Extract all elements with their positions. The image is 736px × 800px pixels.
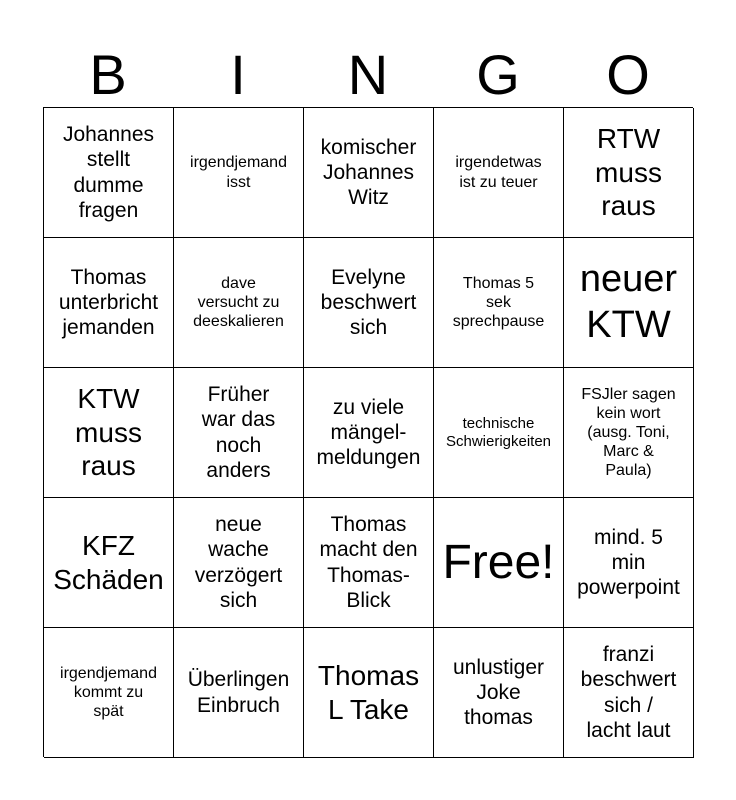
bingo-cell[interactable]: KTW muss raus (44, 368, 174, 498)
bingo-grid (43, 107, 693, 757)
bingo-cell[interactable]: irgendjemand kommt zu spät (44, 628, 174, 758)
header-letter-g: G (476, 43, 520, 106)
header-letter-o: O (606, 43, 650, 106)
bingo-cell[interactable]: Thomas 5 sek sprechpause (434, 238, 564, 368)
bingo-cell[interactable]: technische Schwierigkeiten (434, 368, 564, 498)
bingo-cell[interactable]: FSJler sagen kein wort (ausg. Toni, Marc & Paula) (564, 368, 694, 498)
bingo-cell[interactable]: neue wache verzögert sich (174, 498, 304, 628)
bingo-cell[interactable]: neuer KTW (564, 238, 694, 368)
bingo-cell[interactable]: komischer Johannes Witz (304, 108, 434, 238)
bingo-cell[interactable]: franzi beschwert sich / lacht laut (564, 628, 694, 758)
bingo-cell[interactable]: RTW muss raus (564, 108, 694, 238)
bingo-cell[interactable]: Thomas L Take (304, 628, 434, 758)
bingo-cell[interactable]: Johannes stellt dumme fragen (44, 108, 174, 238)
bingo-cell[interactable]: Thomas macht den Thomas- Blick (304, 498, 434, 628)
header-letter-n: N (347, 43, 389, 106)
bingo-cell[interactable]: zu viele mängel- meldungen (304, 368, 434, 498)
bingo-cell[interactable]: KFZ Schäden (44, 498, 174, 628)
bingo-header (43, 40, 693, 110)
bingo-cell[interactable]: mind. 5 min powerpoint (564, 498, 694, 628)
bingo-cell[interactable]: unlustiger Joke thomas (434, 628, 564, 758)
header-letter-b: B (89, 43, 127, 106)
bingo-cell[interactable]: Überlingen Einbruch (174, 628, 304, 758)
bingo-cell[interactable]: irgendjemand isst (174, 108, 304, 238)
header-letter-i: I (230, 43, 246, 106)
bingo-cell[interactable]: dave versucht zu deeskalieren (174, 238, 304, 368)
free-cell[interactable]: Free! (434, 498, 564, 628)
bingo-cell[interactable]: Früher war das noch anders (174, 368, 304, 498)
bingo-cell[interactable]: irgendetwas ist zu teuer (434, 108, 564, 238)
bingo-cell[interactable]: Evelyne beschwert sich (304, 238, 434, 368)
bingo-cell[interactable]: Thomas unterbricht jemanden (44, 238, 174, 368)
